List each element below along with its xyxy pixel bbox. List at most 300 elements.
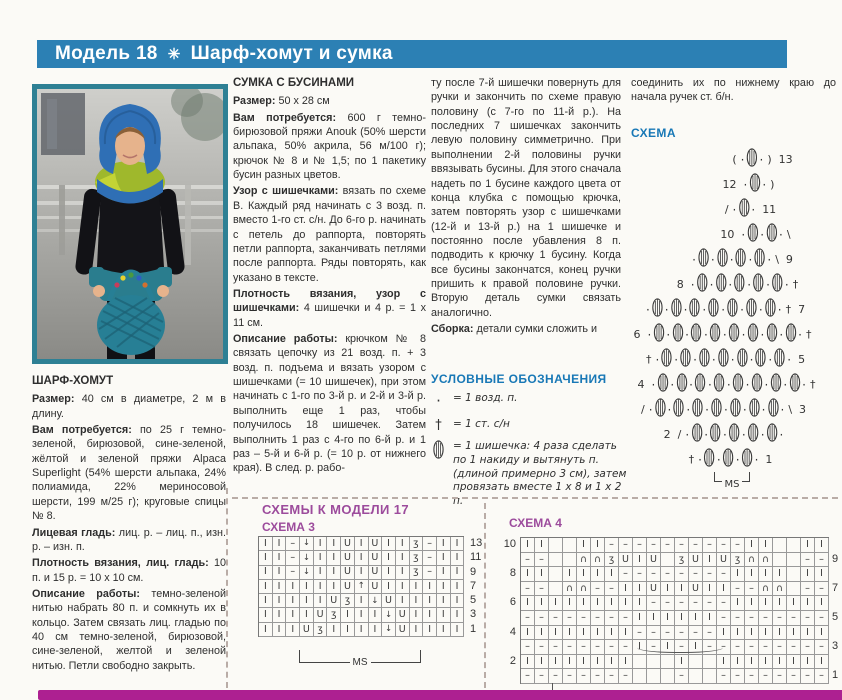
chart-cell: ∩ [745,553,759,568]
stitch-mark: / [724,203,729,216]
schema-ms-label: MS [722,479,743,490]
chain-dot-symbol: · [779,427,784,442]
bobble-symbol [747,223,758,242]
bobble-symbol [657,373,668,392]
chart-cell: I [773,567,787,582]
bobble-symbol [767,423,778,442]
chart-cell: I [314,537,328,551]
chart-cell: – [815,582,829,597]
chart-cell [787,582,801,597]
stitch-mark: / [640,403,645,416]
chart-cell: – [815,640,829,655]
chart-cell: ∩ [759,582,773,597]
chart-cell: – [591,640,605,655]
chart-cell: I [731,596,745,611]
chart-cell: I [801,596,815,611]
chart-cell: – [689,538,703,553]
chart-cell: I [731,567,745,582]
chart-cell: I [259,580,273,594]
chart-cell: I [396,580,410,594]
bobble-symbol-wrap [753,273,764,296]
chart-cell: – [759,669,773,684]
chart-cell: I [661,582,675,597]
chart-cell: I [521,596,535,611]
chain-dot-symbol: · [685,427,690,442]
chart-cell: I [633,640,647,655]
bottom-accent-band [38,690,842,700]
chain-dot-symbol: · [648,402,653,417]
bobble-symbol-wrap [766,323,777,346]
bobble-symbol-wrap [717,248,728,271]
bobble-symbol [704,448,715,467]
bobble-symbol-wrap [710,423,721,446]
chart-cell: I [661,640,675,655]
chart-cell: – [815,611,829,626]
chart-cell: I [633,553,647,568]
stitch-mark: † [785,303,792,316]
chart-cell: I [577,596,591,611]
chain-dot-symbol: · [759,152,764,167]
chart-cell: ↓ [300,551,314,565]
chain-dot-symbol: · [667,402,672,417]
chart-cell: I [341,623,355,637]
bobble-symbol [672,323,683,342]
bobble-symbol [765,298,776,317]
chart-cell: – [619,611,633,626]
chart-cell: U [369,580,383,594]
chart-cell: ʒ [341,594,355,608]
chart-cell: I [396,551,410,565]
schema3-row-numbers [470,536,482,636]
chart-cell: I [787,655,801,670]
chart-cell: I [300,608,314,622]
chain-dot-symbol: · [710,252,715,267]
chart-cell: – [689,596,703,611]
row-number: 7 [470,579,477,592]
chain-dot-symbol: · [760,227,765,242]
chain-dot-symbol: · [726,377,731,392]
bobble-symbol [766,223,777,242]
chart-cell: I [815,538,829,553]
chain-dot-symbol: · [729,252,734,267]
chart-cell [703,669,717,684]
bobble-symbol [747,323,758,342]
chart-cell [787,553,801,568]
chain-dot-symbol: · [666,327,671,342]
chart-cell: I [549,626,563,641]
chart-cell: U [647,582,661,597]
chain-dot-symbol: · [711,352,716,367]
bobble-symbol-wrap [710,323,721,346]
bobble-symbol [689,298,700,317]
chart-cell: I [437,623,451,637]
bobble-symbol-wrap [789,373,800,396]
chain-dot-symbol: · [758,302,763,317]
bobble-symbol-wrap [698,248,709,271]
scarf-heading: ШАРФ-ХОМУТ [32,375,114,387]
schema4-knitting-chart [520,537,829,684]
chart-cell: – [759,640,773,655]
legend-text: = 1 ст. с/н [453,417,510,430]
chart-cell: – [815,669,829,684]
chart-cell [773,538,787,553]
chart-cell [563,538,577,553]
chain-dot-symbol: · [777,302,782,317]
bobble-symbol-wrap [711,398,722,421]
chart-cell: – [787,611,801,626]
schema4-row-numbers-left [500,537,516,683]
chart-cell: – [521,640,535,655]
bobble-symbol [710,423,721,442]
chart-cell: I [731,655,745,670]
chart-cell [661,669,675,684]
row-number: 9 [785,253,793,266]
chart-cell: I [273,551,287,565]
row-number: 4 [637,378,645,391]
bobble-symbol-wrap [754,248,765,271]
chart-cell [703,655,717,670]
chart-cell: I [355,623,369,637]
chart-cell: ∩ [591,553,605,568]
bobble-symbol [789,373,800,392]
chart-cell: I [382,566,396,580]
chart-cell: ↓ [369,594,383,608]
paragraph-lead: Сборка: [431,323,477,336]
chain-dot-symbol: · [767,252,772,267]
chain-dot-symbol: · [708,377,712,392]
bobble-symbol [692,398,703,417]
stitch-mark: ) [770,178,775,191]
chart-cell: I [437,608,451,622]
chart-cell: I [745,596,759,611]
chart-cell: I [286,594,300,608]
chart-cell: I [815,626,829,641]
chart-cell: I [396,537,410,551]
instruction-paragraph: Плотность вязания, узор с шишечками: 4 шишечки и 4 р. = 1 х 11 см. [233,287,426,329]
chart-cell: I [369,623,383,637]
chart-cell: I [535,626,549,641]
bobble-symbol-wrap [652,298,663,321]
chain-dot-symbol: · [670,377,675,392]
chart-cell: I [396,594,410,608]
chart-cell: U [396,608,410,622]
chart-cell: – [647,626,661,641]
chart-cell: – [535,640,549,655]
chart-cell: – [661,538,675,553]
chart-cell: I [745,567,759,582]
chart-cell: – [745,640,759,655]
chart-cell: – [703,626,717,641]
chart-cell: I [591,655,605,670]
instruction-paragraph: соединить их по нижнему краю до начала ручек ст. б/н. [631,77,836,104]
paragraph-lead: Вам потребуется: [233,111,348,124]
chart-cell: I [745,538,759,553]
chart-cell: – [286,551,300,565]
chart-cell: – [423,566,437,580]
stitch-mark: † [805,328,812,341]
chart-cell: I [410,623,424,637]
crochet-chart-row [672,273,800,296]
chart-cell: U [369,566,383,580]
row-number: 6 [633,328,641,341]
chart-cell: I [577,655,591,670]
paragraph-lead: Описание работы: [233,333,346,346]
paragraph-lead: Лицевая гладь: [32,526,119,539]
chart-cell: – [717,611,731,626]
chart-cell: I [591,567,605,582]
chart-cell: I [437,580,451,594]
chart-cell: – [773,669,787,684]
legend-item [431,392,633,412]
chart-cell: I [369,608,383,622]
schema4-row-numbers-right [832,552,838,698]
chart-cell: I [619,626,633,641]
model-photo-illustration [37,89,223,359]
chart-cell: – [423,537,437,551]
row-number: 11 [470,551,482,564]
chart-cell: I [605,596,619,611]
chart-cell: U [689,582,703,597]
chart-cell: ∩ [563,582,577,597]
chart-cell: I [259,608,273,622]
chain-dot-symbol: · [704,327,708,342]
chart-cell: I [801,655,815,670]
bobble-symbol [774,348,785,367]
instruction-paragraph: Сборка: детали сумки сложить и [431,323,598,336]
chart-cell: I [300,594,314,608]
bobble-symbol-wrap [723,448,734,471]
chart-cell: I [314,594,328,608]
bobble-symbol-wrap [661,348,672,371]
chart-cell: I [423,623,437,637]
chart-cell: ʒ [410,551,424,565]
crochet-chart-row [639,398,811,421]
chart-cell: I [451,623,465,637]
chart-cell: I [355,566,369,580]
chart-cell: – [717,640,731,655]
chart-cell: ∩ [773,582,787,597]
chart-cell: I [787,626,801,641]
chart-cell: – [591,669,605,684]
stitch-mark: \ [786,228,791,241]
chart-cell: I [605,626,619,641]
bobble-symbol-wrap [746,298,757,321]
bobble-symbol [710,323,721,342]
instruction-paragraph: Вам потребуется: 600 г темно-бирюзовой пряжи Anouk (50% шерсти альпака, 50% акрила, 56 м/100 г); крючок № 8 и № 1,5; по 1 пакетику бусин разных цветов. [233,111,426,182]
chart-cell [689,669,703,684]
chart-cell: – [647,640,661,655]
chart-cell: – [731,640,745,655]
chart-cell: – [535,582,549,597]
chart-cell: – [661,567,675,582]
chain-dot-symbol: · [728,277,733,292]
bobble-symbol [671,298,682,317]
chart-cell: – [731,582,745,597]
chart-cell: I [787,596,801,611]
crochet-chart-row [644,298,810,321]
chart-cell: I [815,567,829,582]
chart-cell: – [703,596,717,611]
chart-cell: – [549,611,563,626]
bobble-symbol-wrap [689,298,700,321]
bobble-symbol-wrap [766,223,777,246]
chart-cell: I [286,608,300,622]
instruction-paragraph: Лицевая гладь: лиц. р. – лиц. п., изн. р. – изн. п. [32,526,227,553]
bobble-symbol-wrap [737,348,748,371]
bobble-symbol [717,248,728,267]
chart-cell: ↑ [355,580,369,594]
bag-instructions-column-2 [431,76,621,338]
chart-cell: – [675,669,689,684]
chart-cell [787,538,801,553]
chart-cell: I [703,611,717,626]
bobble-symbol-wrap [772,273,783,296]
bobble-symbol [695,373,706,392]
chart-cell: ʒ [327,608,341,622]
chain-dot-symbol: · [724,402,728,417]
chart-cell: ʒ [731,553,745,568]
instruction-paragraph: Вам потребуется: по 25 г темно-зеленой, бирюзовой, сине-зеленой, жёлтой и зеленой пряжи Alpaca Superlight (54% шерсти альпака, 24% полиамида, 22% мериносовой шерсти, 199 м/25 г); круговые спицы № 8. [32,424,226,523]
bobble-symbol [680,348,691,367]
chart-cell: – [563,611,577,626]
bobble-symbol-wrap [785,323,796,346]
symbol-legend [431,372,633,509]
chart-cell [661,553,675,568]
chart-cell: I [619,596,633,611]
chart-cell: – [521,611,535,626]
chart-cell: U [341,580,355,594]
chart-cell: I [689,640,703,655]
chart-cell: I [605,567,619,582]
paragraph-lead: Плотность вязания, узор с шишечками: [233,287,426,315]
chart-cell: I [355,608,369,622]
chart-cell: I [423,594,437,608]
chart-cell: – [787,640,801,655]
bobble-symbol [718,348,729,367]
chart-cell: I [327,551,341,565]
chart-cell: I [619,655,633,670]
chart-cell: I [286,623,300,637]
chart-cell: I [327,566,341,580]
chart-cell: – [647,538,661,553]
row-number: 1 [470,622,477,635]
chart-cell: – [549,640,563,655]
scarf-instructions-column [32,374,226,675]
chart-cell: I [273,537,287,551]
chart-cell: I [273,580,287,594]
chart-cell: U [647,553,661,568]
chart-cell: – [591,582,605,597]
schema4-arc-symbol [637,641,723,653]
chart-cell: – [717,596,731,611]
chart-cell: ʒ [410,537,424,551]
row-number: 13 [470,537,483,549]
chart-cell: – [717,538,731,553]
instruction-paragraph: Размер: 50 х 28 см [233,95,330,108]
chart-cell: I [535,538,549,553]
row-number: 1 [832,669,839,682]
chart-cell: ↓ [300,537,314,551]
chain-dot-symbol: · [722,327,727,342]
bobble-symbol [653,323,664,342]
bobble-symbol-wrap [742,448,753,471]
chart-cell [549,582,563,597]
bobble-symbol [737,348,748,367]
chart-cell: I [286,580,300,594]
chart-cell: ʒ [675,553,689,568]
model-photo [32,84,228,364]
chain-dot-symbol: · [802,377,806,392]
bobble-symbol [730,398,741,417]
chart-cell: I [633,582,647,597]
row-number: 1 [765,453,773,466]
chart-cell: I [327,537,341,551]
chain-dot-symbol: · [787,352,792,367]
bag-instructions-column-1 [233,76,426,478]
chart-cell: I [410,608,424,622]
star-icon: ✳ [167,46,181,63]
chain-dot-symbol: · [655,352,660,367]
chart-cell: ↓ [382,608,396,622]
dashed-separator-horizontal [232,497,838,499]
paragraph-lead: Плотность вязания, лиц. гладь: [32,557,214,570]
chain-dot-symbol: · [784,277,789,292]
chart-cell: I [549,655,563,670]
chart-cell: I [451,594,465,608]
chain-dot-symbol: · [742,402,747,417]
chart-cell: – [521,553,535,568]
chart-cell: – [745,669,759,684]
chart-cell [661,655,675,670]
chain-dot-icon: · [436,392,441,410]
chart-cell: I [563,596,577,611]
row-number: 5 [832,610,839,623]
chart-cell: I [815,655,829,670]
chart-cell: I [717,655,731,670]
chart-cell: I [759,626,773,641]
schema3-knitting-chart [258,536,464,637]
bobble-symbol [747,148,758,167]
chart-cell [773,553,787,568]
chart-cell [647,655,661,670]
row-number: 10 [503,538,516,550]
chain-dot-symbol: · [664,302,669,317]
chain-dot-symbol: · [683,302,688,317]
bobble-symbol-wrap [733,373,744,396]
bobble-symbol-wrap [747,323,758,346]
chart-cell: I [745,626,759,641]
chart-cell: I [773,626,787,641]
chart-cell: I [535,655,549,670]
chart-cell: – [605,611,619,626]
chain-dot-symbol: · [741,227,746,242]
schema3-repeat-bracket [299,650,421,668]
chain-dot-symbol: · [764,377,769,392]
chain-dot-symbol: · [779,327,784,342]
bobble-symbol-wrap [691,423,702,446]
chart-cell: U [396,623,410,637]
chart-cell: – [801,553,815,568]
chart-cell: I [535,567,549,582]
crochet-chart-row [690,248,798,271]
chain-dot-symbol: · [690,277,695,292]
chart-cell: I [451,551,465,565]
page-title: Шарф-хомут и сумка [190,43,393,64]
chart-cell: U [369,537,383,551]
chart-cell: I [521,626,535,641]
chart-cell: I [535,596,549,611]
chart-cell: – [605,538,619,553]
